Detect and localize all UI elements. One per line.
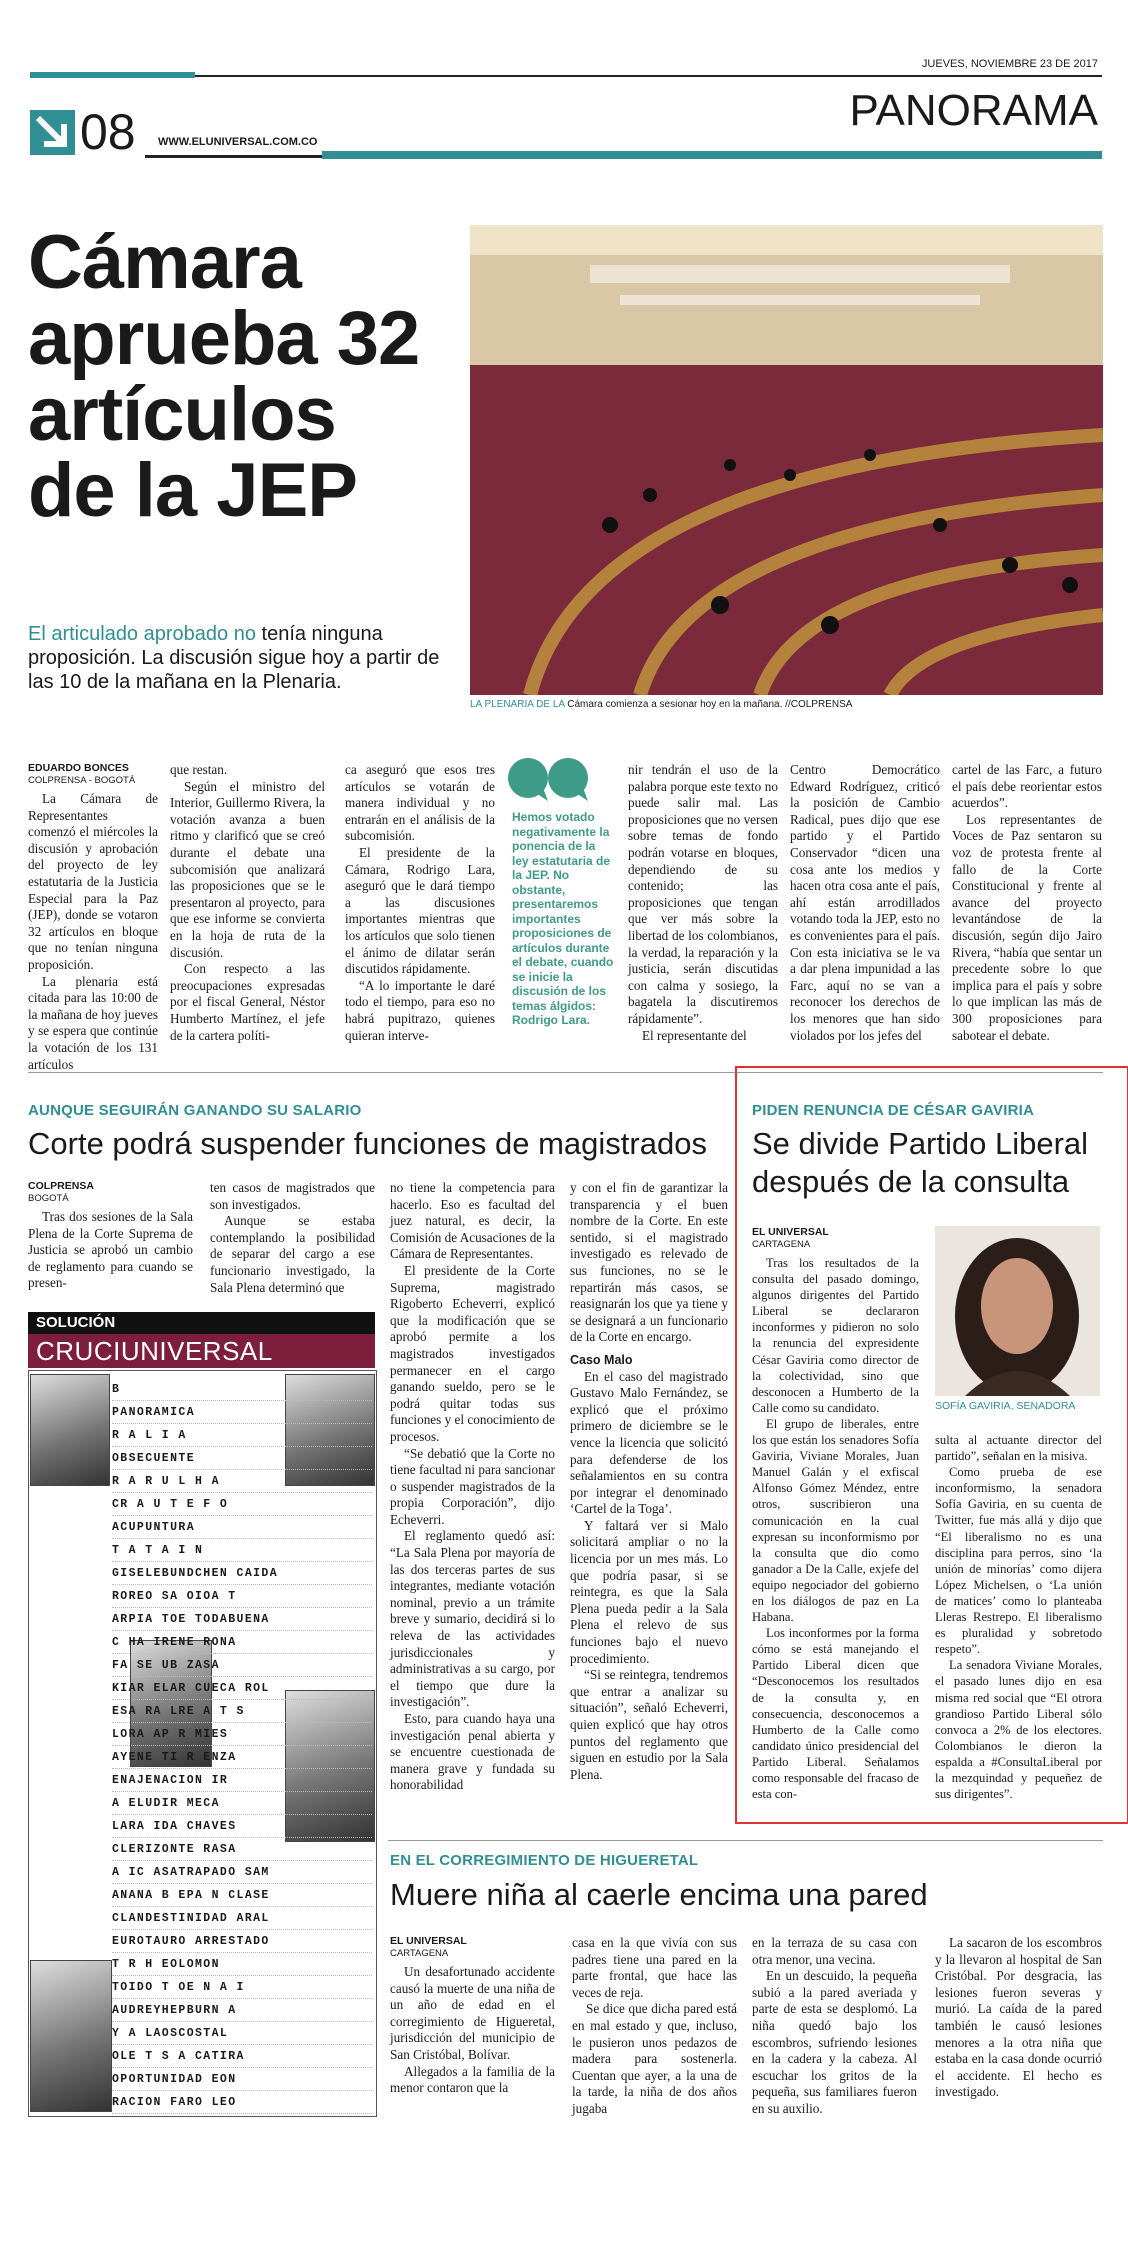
crossword-row <box>112 1769 372 1792</box>
crossword-row <box>112 1378 372 1401</box>
crossword-row-text: R A R U L H A <box>112 1470 372 1493</box>
paragraph: Con respecto a las preocupaciones expresadas por el fiscal General, Néstor Humberto Martínez, el jefe de la cartera políti- <box>170 961 325 1043</box>
paragraph: Allegados a la familia de la menor contaron que la <box>390 2063 555 2096</box>
liberal-column-2 <box>935 1432 1102 1802</box>
lead-deck <box>28 622 448 694</box>
paragraph: Aunque se estaba contemplando la posibilidad de separar del cargo a ese funcionario investigado, la Sala Plena determinó que <box>210 1213 375 1295</box>
caption-highlight: LA PLENARIA DE LA <box>470 699 565 710</box>
crossword-row-text: ANANA B EPA N CLASE <box>112 1884 372 1907</box>
deck-highlight: El articulado aprobado no <box>28 623 256 645</box>
paragraph: El presidente de la Corte Suprema, magistrado Rigoberto Echeverri, explicó que la modificación que se aprobó permite a los magistrados investigados permanecer en el cargo ganando sueldo, pero se le podrá quitar todas sus funciones y el conocimiento de procesos. <box>390 1262 555 1444</box>
crossword-row-text: ARPIA TOE TODABUENA <box>112 1608 372 1631</box>
paragraph: En un descuido, la pequeña subió a la pared averiada y parte de esta se desplomó. La niña quedó bajo los escombros, sufriendo lesiones en la cadera y la cabeza. Al escuchar los gritos de la pequeña, sus familiares fueron en su auxilio. <box>752 1968 917 2116</box>
nina-kicker: EN EL CORREGIMIENTO DE HIGUERETAL <box>390 1852 699 1869</box>
senator-photo <box>935 1226 1100 1396</box>
paragraph: en la terraza de su casa con otra menor, una vecina. <box>752 1935 917 1967</box>
paragraph: Y faltará ver si Malo solicitará ampliar o no la licencia por un mes más. Lo que podría pasar, si se reintegra, es que la Sala Plena pueda pedir a la Sala Plena el relevo de sus funciones bajo el nuevo procedimiento. <box>570 1517 728 1666</box>
crossword-row-text: RACION FARO LEO <box>112 2091 372 2114</box>
paragraph: Los inconformes por la forma cómo se está manejando el Partido Liberal dicen que “Desconocemos los resultados de la consulta y, en consecuencia, desconocemos a Humberto de la Calle como candidato único presidencial del Partido Liberal. Señalamos como responsable del fracaso de esta con- <box>752 1626 919 1802</box>
crossword-row <box>112 1470 372 1493</box>
nina-divider <box>388 1840 1103 1841</box>
crossword-row <box>112 1585 372 1608</box>
paragraph: El grupo de liberales, entre los que están los senadores Sofía Gaviria, Viviane Morales, Juan Manuel Galán y el exfiscal Alfonso Gómez Méndez, entre otros, suscribieron una comunicación en la cual expresan su inconformismo por la consulta que dio como ganador a De la Calle, exjefe del equipo negociador del gobierno en los diálogos de paz en La Habana. <box>752 1416 919 1625</box>
section-rule-dark <box>145 155 322 158</box>
subhead: Caso Malo <box>570 1352 633 1367</box>
paragraph: “Si se reintegra, tendremos que entrar a analizar su situación”, señaló Echeverri, quien explicó que hay otros puntos del reglamento que siguen en estudio por la Sala Plena. <box>570 1667 728 1782</box>
paragraph: nir tendrán el uso de la palabra porque este texto no puede salir mal. Las proposiciones que no versen sobre temas de fondo podrán votarse en bloques, dependiendo de su contenido; las proposiciones que tengan que ver más sobre la libertad de los colombianos, la verdad, la reparación y la justicia, serán discutidas con calma y sosiego, la bagatela la discutiremos rápidamente”. <box>628 762 778 1026</box>
crossword-title: CRUCIUNIVERSAL <box>28 1334 375 1368</box>
quote-icon <box>508 755 588 806</box>
page-number: 08 <box>80 104 136 160</box>
portrait-photo <box>30 1374 110 1486</box>
crossword-row-text: OBSECUENTE <box>112 1447 372 1470</box>
paragraph: La Cámara de Representantes comenzó el miércoles la discusión y aprobación del proyecto de ley estatutaria de la Justicia Especial para la Paz (JEP), donde se votaron 32 artículos en bloque que no tenían ninguna proposición. <box>28 791 158 972</box>
liberal-kicker: PIDEN RENUNCIA DE CÉSAR GAVIRIA <box>752 1102 1035 1119</box>
crossword-row <box>112 1884 372 1907</box>
crossword-row <box>112 1700 372 1723</box>
plenary-photo <box>470 225 1103 695</box>
crossword-row-text: AUDREYHEPBURN A <box>112 1999 372 2022</box>
paragraph: Se dice que dicha pared está en mal estado y que, incluso, le pusieron unos pedazos de madera para sostenerla. Cuentan que ayer, a la una de la tarde, la niña de dos años jugaba <box>572 2001 737 2116</box>
location: CARTAGENA <box>390 1948 449 1959</box>
paragraph: “A lo importante le daré todo el tiempo, para eso no habrá pupitrazo, quienes quieran interve- <box>345 977 495 1043</box>
paragraph: ca aseguró que esos tres artículos se votarán de manera individual y no entrarán en el análisis de la subcomisión. <box>345 762 495 844</box>
crossword-row-text: ACUPUNTURA <box>112 1516 372 1539</box>
paragraph: Los representantes de Voces de Paz sentaron su voz de protesta frente al fallo de la Corte Constitucional y frente al avance del proyecto levantándose de la discusión, según dijo Jairo Rivera, “había que sentar un precedente sobre lo que implica para el país y sobre lo que implican las más de 300 proposiciones para sabotear el debate. <box>952 811 1102 1043</box>
caption-text: Cámara comienza a sesionar hoy en la mañana. //COLPRENSA <box>564 699 853 710</box>
crossword-row <box>112 1654 372 1677</box>
byline: COLPRENSA <box>28 1180 94 1192</box>
crossword-row <box>112 1815 372 1838</box>
photo-caption <box>470 699 1103 710</box>
byline: EDUARDO BONCES <box>28 762 129 774</box>
paragraph: no tiene la competencia para hacerlo. Eso es facultad del juez natural, es decir, la Comisión de Acusaciones de la Cámara de Representantes. <box>390 1180 555 1262</box>
lead-headline <box>28 220 468 533</box>
paragraph: sulta al actuante director del partido”, señalan en la misiva. <box>935 1433 1102 1464</box>
lead-column-4 <box>628 762 778 1044</box>
corte-column-3 <box>390 1180 555 1794</box>
crossword-row <box>112 1516 372 1539</box>
nina-column-1 <box>390 1935 555 2097</box>
crossword-row-text: A ELUDIR MECA <box>112 1792 372 1815</box>
crossword-row <box>112 1424 372 1447</box>
crossword-row-text: R A L I A <box>112 1424 372 1447</box>
paragraph: En el caso del magistrado Gustavo Malo Fernández, se explicó que el próximo primero de diciembre se le vence la licencia que solicitó para defenderse de los señalamientos en su contra por integrar el denominado ‘Cartel de la Toga’. <box>570 1368 728 1517</box>
pullquote: Hemos votado negativamente la ponencia de la ley estatutaria de la JEP. No obstante, presentaremos importantes proposiciones de artículos durante el debate, cuando se inicie la discusión de los temas álgidos: Rodrigo Lara. <box>512 810 614 1027</box>
crossword-row-text: KIAR ELAR CUECA ROL <box>112 1677 372 1700</box>
crossword-row-text: T R H EOLOMON <box>112 1953 372 1976</box>
crossword-row <box>112 1861 372 1884</box>
paragraph: La sacaron de los escombros y la llevaron al hospital de San Cristóbal. Por desgracia, las lesiones fueron severas y murió. La caída de la pared también le causó lesiones menores a la otra niña que estaba en la casa donde ocurrió el accidente. El hecho es investigado. <box>935 1935 1102 2100</box>
byline: EL UNIVERSAL <box>752 1226 829 1238</box>
section-title: PANORAMA <box>849 86 1098 135</box>
paragraph: Esto, para cuando haya una investigación penal abierta y se encuentre cuestionada de manera grave y fundada su honorabilidad <box>390 1711 555 1793</box>
crossword-row-text: T A T A I N <box>112 1539 372 1562</box>
paragraph: El reglamento quedó así: “La Sala Plena por mayoría de las dos terceras partes de sus integrantes, mediante votación nominal, previo a un trámite breve y sumario, decidirá si lo releva de las actividades jurisdiccionales y administrativas a su cargo, por el tiempo que dure la investigación”. <box>390 1528 555 1710</box>
crossword-row <box>112 1907 372 1930</box>
paragraph: Como prueba de ese inconformismo, la senadora Sofía Gaviria, en su cuenta de Twitter, fue más allá y dijo que “El liberalismo no es una disciplina para perros, sino ‘la unión de minorías’ como dijera López Michelsen, o ‘La unión de matices’ como lo planteaba Lleras Restrepo. El liberalismo es pluralidad y sobretodo respeto”. <box>935 1465 1102 1657</box>
crossword-row-text: GISELEBUNDCHEN CAIDA <box>112 1562 372 1585</box>
crossword-row <box>112 1746 372 1769</box>
deck-text: tenía ninguna proposición. La discusión sigue hoy a partir de las 10 de la mañana en la Plenaria. <box>28 623 440 693</box>
crossword-row-text: LORA AP R MIES <box>112 1723 372 1746</box>
crossword-row <box>112 1562 372 1585</box>
crossword-row-text: OPORTUNIDAD EON <box>112 2068 372 2091</box>
crossword-row <box>112 1631 372 1654</box>
senator-caption: SOFÍA GAVIRIA, SENADORA <box>935 1400 1076 1412</box>
crossword-row-text: PANORAMICA <box>112 1401 372 1424</box>
crossword-row <box>112 2091 372 2114</box>
location: COLPRENSA - BOGOTÁ <box>28 775 136 786</box>
crossword-row-text: CLANDESTINIDAD ARAL <box>112 1907 372 1930</box>
crossword-row <box>112 1401 372 1424</box>
crossword-row <box>112 1723 372 1746</box>
crossword-row-text: LARA IDA CHAVES <box>112 1815 372 1838</box>
crossword-row <box>112 1447 372 1470</box>
location: BOGOTÁ <box>28 1193 69 1204</box>
crossword-row <box>112 1999 372 2022</box>
crossword-row-text: CR A U T E F O <box>112 1493 372 1516</box>
crossword-row-text: FA SE UB ZASA <box>112 1654 372 1677</box>
issue-date: JUEVES, NOVIEMBRE 23 DE 2017 <box>921 58 1098 70</box>
paragraph: La plenaria está citada para las 10:00 de la mañana de hoy jueves y se espera que continúe la votación de los 131 artículos <box>28 973 158 1072</box>
crossword-row <box>112 1493 372 1516</box>
paragraph: casa en la que vivía con sus padres tiene una pared en la parte frontal, que hace las veces de reja. <box>572 1935 737 2000</box>
paragraph: Tras dos sesiones de la Sala Plena de la Corte Suprema de Justicia se aprobó un cambio de reglamento para cuando se presen- <box>28 1209 193 1291</box>
byline: EL UNIVERSAL <box>390 1935 467 1947</box>
lead-column-6 <box>952 762 1102 1044</box>
crossword-row-text: AYENE TI R ENZA <box>112 1746 372 1769</box>
paragraph: Según el ministro del Interior, Guillermo Rivera, la votación avanza a buen ritmo y clarificó que se creó durante el debate una subcomisión que analizará las proposiciones que se le presentaron al proyecto, para que ese informe se convierta en la hoja de ruta de la discusión. <box>170 778 325 960</box>
crossword-row <box>112 1976 372 1999</box>
headline-line: artículos <box>28 372 336 457</box>
paragraph: Un desafortunado accidente causó la muerte de una niña de un año de edad en el corregimiento de Higueretal, jurisdicción del municipio de San Cristóbal, Bolívar. <box>390 1964 555 2062</box>
paragraph: que restan. <box>170 762 228 777</box>
liberal-column-1 <box>752 1226 919 1802</box>
paragraph: Tras los resultados de la consulta del pasado domingo, algunos dirigentes del Partido Liberal se declararon inconformes y pidieron no solo la renuncia del expresidente César Gaviria como director de la colectividad, sino que desconocen a Humberto de la Calle como su candidato. <box>752 1256 919 1415</box>
crossword-row-text: B <box>112 1378 372 1401</box>
crossword-row-text: OLE T S A CATIRA <box>112 2045 372 2068</box>
paragraph: y con el fin de garantizar la transparencia y el buen nombre de la Corte. En este sentido, si el magistrado investigado es relevado de sus funciones, no se le repartirán más casos, se reasignarán los que ya tiene y se designará a un funcionario de la Corte en encargo. <box>570 1180 728 1345</box>
crossword-row-text: C HA IRENE RONA <box>112 1631 372 1654</box>
crossword-row <box>112 2068 372 2091</box>
crossword-row-text: CLERIZONTE RASA <box>112 1838 372 1861</box>
crossword-row <box>112 1539 372 1562</box>
paragraph: cartel de las Farc, a futuro el país debe reorientar estos acuerdos”. <box>952 762 1102 811</box>
lead-column-5 <box>790 762 940 1044</box>
crossword-row-text: ENAJENACION IR <box>112 1769 372 1792</box>
paragraph: El presidente de la Cámara, Rodrigo Lara, aseguró que le dará tiempo a las discusiones importantes mientras que los artículos que solo tienen el ánimo de dilatar serán discutidos rápidamente. <box>345 844 495 977</box>
corte-kicker: AUNQUE SEGUIRÁN GANANDO SU SALARIO <box>28 1102 362 1119</box>
crossword-row <box>112 1792 372 1815</box>
nina-column-2 <box>572 1935 737 2118</box>
crossword-row <box>112 2022 372 2045</box>
paragraph: Centro Democrático Edward Rodríguez, criticó la posición de Cambio Radical, pues dijo que ese partido y el Partido Conservador “dicen una cosa ante los medios y hacen otra cosa ante el país, ahí están arrodillados votando toda la JEP, esto no es convenientes para el país. Con esta iniciativa se le va a dar plena impunidad a las Farc, aquí no se van a reconocer los derechos de los menores que han sido violados por los jefes del <box>790 762 940 1043</box>
crossword-row <box>112 1838 372 1861</box>
headline-line: de la JEP <box>28 448 357 533</box>
crossword-row <box>112 1953 372 1976</box>
crossword-row-text: ROREO SA OIOA T <box>112 1585 372 1608</box>
crossword-row-text: EUROTAURO ARRESTADO <box>112 1930 372 1953</box>
crossword-row <box>112 2045 372 2068</box>
crossword-row-text: ESA RA LRE A T S <box>112 1700 372 1723</box>
lead-column-3 <box>345 762 495 1044</box>
website-url: WWW.ELUNIVERSAL.COM.CO <box>158 136 318 148</box>
headline-line: Cámara <box>28 220 301 305</box>
corte-column-4 <box>570 1180 728 1783</box>
lead-column-2 <box>170 762 325 1044</box>
paragraph: “Se debatió que la Corte no tiene facultad ni para sancionar o suspender magistrados de la propia Corporación”, dijo Echeverri. <box>390 1445 555 1527</box>
nina-column-4 <box>935 1935 1102 2101</box>
location: CARTAGENA <box>752 1239 811 1250</box>
headline-line: aprueba 32 <box>28 296 420 381</box>
crossword-row-text: A IC ASATRAPADO SAM <box>112 1861 372 1884</box>
corte-column-2 <box>210 1180 375 1296</box>
paragraph: ten casos de magistrados que son investigados. <box>210 1180 375 1212</box>
page-arrow-icon <box>30 110 75 155</box>
nina-headline: Muere niña al caerle encima una pared <box>390 1877 928 1912</box>
crossword-row <box>112 1608 372 1631</box>
section-rule <box>322 151 1102 159</box>
crossword-label: SOLUCIÓN <box>28 1312 375 1334</box>
paragraph: El representante del <box>642 1027 747 1043</box>
crossword-row <box>112 1930 372 1953</box>
corte-column-1 <box>28 1180 193 1292</box>
crossword-row-text: TOIDO T OE N A I <box>112 1976 372 1999</box>
top-accent-bar <box>30 72 195 78</box>
portrait-photo <box>30 1960 112 2112</box>
corte-headline: Corte podrá suspender funciones de magistrados <box>28 1126 707 1161</box>
lead-column-1 <box>28 762 158 1073</box>
paragraph: La senadora Viviane Morales, el pasado lunes dijo en esa misma red social que “El otrora grandioso Partido Liberal sólo convoca a 2% de los electores. Colombianos le dieron la espalda a #ConsultaLiberal por la mezquindad y pequeñez de sus dirigentes”. <box>935 1658 1102 1802</box>
crossword-row-text: Y A LAOSCOSTAL <box>112 2022 372 2045</box>
crossword-row <box>112 1677 372 1700</box>
nina-column-3 <box>752 1935 917 2118</box>
crossword-grid <box>112 1378 372 2114</box>
liberal-headline: Se divide Partido Liberal después de la consulta <box>752 1126 1089 1199</box>
